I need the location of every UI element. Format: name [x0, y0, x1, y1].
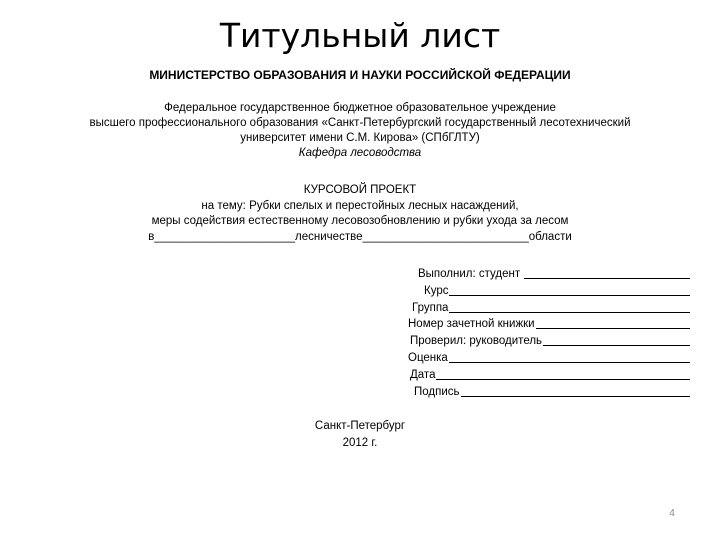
grade-label: Оценка: [408, 351, 448, 364]
signature-row: [400, 384, 690, 401]
record-book-blank: [536, 316, 690, 329]
signature-blank: [461, 384, 690, 397]
grade-blank: [449, 350, 690, 363]
performer-blank: [524, 266, 690, 279]
location-line: в______________________лесничестве__________________________области: [148, 230, 572, 243]
institution-line-3: университет имени С.М. Кирова» (СПбГЛТУ): [240, 132, 480, 144]
city: Санкт-Петербург: [314, 420, 406, 432]
date-row: [400, 367, 690, 384]
checker-row: [400, 333, 690, 350]
topic-line-2: меры содействия естественному лесовозобновлению и рубки ухода за лесом: [151, 215, 569, 227]
institution-block: [40, 101, 680, 161]
city-year-block: [280, 418, 440, 452]
department-name: Кафедра лесоводства: [298, 147, 422, 159]
group-label: Группа: [412, 301, 449, 314]
year: 2012 г.: [342, 437, 378, 449]
record-book-row: [400, 316, 690, 333]
institution-line-1: Федеральное государственное бюджетное образовательное учреждение: [164, 102, 556, 114]
record-book-label: Номер зачетной книжки: [408, 318, 535, 331]
date-label: Дата: [410, 368, 436, 381]
signature-label: Подпись: [414, 385, 460, 398]
checker-blank: [543, 333, 690, 346]
grade-row: [400, 350, 690, 367]
course-label: Курс: [424, 284, 449, 297]
page-number: 4: [669, 508, 675, 519]
project-block: [40, 183, 680, 245]
group-blank: [449, 300, 690, 313]
slide-title: Титульный лист: [219, 16, 501, 55]
performer-row: [400, 266, 690, 283]
checker-label: Проверил: руководитель: [410, 335, 543, 348]
course-blank: [449, 283, 690, 296]
ministry-heading: МИНИСТЕРСТВО ОБРАЗОВАНИЯ И НАУКИ РОССИЙСКОЙ ФЕДЕРАЦИИ: [149, 68, 571, 82]
performer-label: Выполнил: студент: [418, 268, 521, 280]
date-blank: [436, 367, 690, 380]
details-block: [400, 266, 690, 400]
topic-line-1: на тему: Рубки спелых и перестойных лесных насаждений,: [201, 199, 519, 212]
course-row: [400, 283, 690, 300]
institution-line-2: высшего профессионального образования «Санкт-Петербургский государственный лесотехнический: [89, 117, 631, 129]
project-type: КУРСОВОЙ ПРОЕКТ: [303, 184, 417, 196]
group-row: [400, 300, 690, 317]
